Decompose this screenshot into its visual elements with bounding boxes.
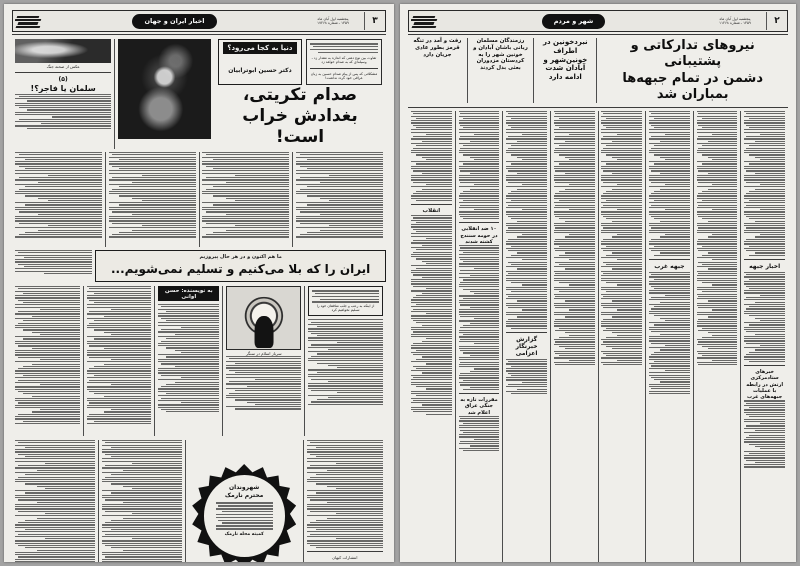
masthead-date-line2-right: ۱۳۵۹ ـ شماره ۱۱۲۶۸ [719, 21, 751, 25]
lead-block-left [214, 39, 386, 149]
byline-title: دنیا به کجا می‌رود؟ [223, 42, 297, 54]
body-text [102, 440, 182, 562]
newspaper-page-left [4, 4, 394, 562]
deck-text [310, 43, 378, 53]
serial-article [12, 39, 114, 149]
sub-headline-2 [468, 38, 534, 103]
body-text [308, 319, 383, 405]
body-text [744, 400, 785, 467]
body-text [109, 152, 196, 238]
serial-title: سلمان یا فاجر؟! [30, 83, 96, 93]
sub-headline-1 [534, 38, 596, 103]
body-text [15, 440, 95, 562]
masthead-left [12, 10, 386, 32]
page-number-left: ۳ [364, 12, 385, 30]
sub-headline-2-text: رزمندگان مسلمان ربانی باشان آبادان و خونین شهر را به کردستان مزدوران بعثی بدل کردند [473, 38, 528, 71]
body-text [649, 272, 690, 394]
body-text [202, 152, 289, 238]
soldier-photo-caption: سرباز اسلام در سنگر [245, 351, 282, 356]
section-label-right: شهر و مردم [542, 14, 605, 29]
lead-headline-right [597, 38, 788, 103]
main-headline: صدام تکریتی، بغدادش خراب است! [242, 84, 358, 148]
lead-headline-line1: نیروهای تدارکاتی و پشتیبانی [630, 38, 755, 70]
body-text [744, 111, 785, 256]
column-7 [456, 111, 503, 562]
notice-ad-title-1: شهروندان [229, 484, 260, 492]
sub-headline-3-text: رفت و آمد در تنگه قرمز بطور عادی جریان دارد [413, 38, 462, 58]
column-l1 [293, 152, 386, 247]
lead-headline-line2: دشمن در تمام جبهه‌ها بمباران شد [622, 70, 763, 102]
sub-headline-3 [408, 38, 467, 103]
bottom-band-left [12, 440, 386, 562]
body-text [744, 272, 785, 362]
masthead-date-line2-left: ۱۳۵۹ ـ شماره ۱۷۲۶۸ [317, 21, 349, 25]
body-text [296, 152, 383, 238]
column-l12 [12, 440, 98, 562]
box-title-0: اخبار جبهه [749, 262, 781, 270]
notice-ad-signature: کمیته محله نارمک [224, 531, 264, 537]
mid-headline: ایران را که بلا می‌کنیم و تسلیم نمی‌شویم... [110, 262, 371, 276]
body-text [15, 250, 92, 274]
body-text [506, 359, 547, 394]
sub-headline-7-text: خبرهای ستادمرکزی ارتش در رابطه با عملیات جبهه‌های غرب [746, 369, 784, 401]
masthead-right [408, 10, 788, 32]
masthead-date-left [302, 17, 364, 26]
body-text [158, 304, 219, 412]
body-text [307, 440, 383, 548]
mid-sub-note: از اینکه به رعب و جلب منافقان خود را تسلیم نخواهیم کرد [316, 304, 375, 313]
notice-ad-body [204, 475, 285, 556]
body-text [649, 111, 690, 256]
section-label-left: اخبار ایران و جهان [132, 14, 216, 29]
column-3 [646, 111, 693, 562]
body-text [459, 245, 500, 390]
footer-note: انتشارات کیهان [332, 555, 358, 561]
body-text [506, 111, 547, 329]
column-4 [598, 111, 645, 562]
column-l3 [106, 152, 199, 247]
column-6 [503, 111, 550, 562]
newspaper-logo-icon-right [411, 14, 439, 28]
body-text [411, 111, 452, 201]
column-l5 [305, 286, 386, 436]
body-text [459, 416, 500, 451]
box-title-1: جبهه غرب [654, 262, 685, 270]
column-l8 [84, 286, 155, 436]
body-columns-right [408, 111, 788, 562]
notice-ad-title-2: محترم نارمک [224, 491, 264, 499]
body-text [554, 111, 595, 365]
byline-author: دکتر حسین ابوترابیان [228, 67, 292, 74]
mid-note-box [308, 286, 383, 316]
notice-ad-text [216, 502, 273, 529]
column-5 [551, 111, 598, 562]
body-text [411, 215, 452, 415]
body-text [87, 286, 152, 424]
serial-number: (۵) [58, 76, 68, 83]
column-l6 [223, 286, 304, 436]
sub-headline-6-text: مقررات تازه به جنگی عراق اعلام شد [460, 397, 498, 416]
masthead-date-right [704, 17, 766, 26]
body-text [15, 152, 102, 238]
body-text [226, 356, 301, 410]
photograph-icon-serial [15, 39, 111, 63]
masthead-date-line1-left: پنجشنبه اول آبان ماه [317, 16, 349, 21]
column-8 [408, 111, 455, 562]
lower-band-left [12, 286, 386, 436]
body-text [697, 111, 738, 365]
photograph-icon-lead [118, 39, 211, 139]
column-l7 [155, 286, 222, 436]
sub-headline-1-text: نبردخونین در اطراف خونین‌شهر و آبادان شدت ادامه دارد [542, 38, 588, 81]
column-l4 [12, 152, 105, 247]
note-text [312, 290, 379, 303]
sub-headline-5-text: انقلاب [422, 208, 441, 215]
deck-line-1: تفاوت بین نوع دهنی که اندازه به مقدار زد ـ وسیله‌ای که به صدام خواهد زد [311, 56, 377, 65]
column-l11 [99, 440, 185, 562]
lead-photo-wrap [115, 39, 214, 149]
body-text [15, 94, 111, 129]
column-1 [741, 111, 788, 562]
mid-byline: به نویسنده: حسن اوانی [158, 286, 219, 301]
sub-headline-4-text: ۱۰ ضد انقلابی در حومه سنندج کشته شدند [460, 226, 498, 245]
page-number-right: ۲ [766, 12, 787, 30]
masthead-date-line1-right: پنجشنبه اول آبان ماه [719, 16, 751, 21]
mid-kicker: ما هم اکنون و در هر حال پیروزیم [199, 254, 282, 260]
column-l10 [304, 440, 386, 562]
notice-ad [186, 440, 303, 562]
photograph-icon-soldier [226, 286, 301, 350]
body-text [601, 111, 642, 365]
serial-photo-caption: عکس از صحنه جنگ [46, 64, 80, 69]
byline-box [218, 39, 302, 85]
notice-ad-burst [192, 464, 296, 562]
deck-line-2: مشکلاتی که پس از پیام صدام حسین به زبان عراقی خود گردد نداشت! [310, 71, 378, 81]
box-title-2: گزارش خبرنگار اعزامی [515, 335, 538, 357]
body-text [15, 286, 80, 424]
column-2 [694, 111, 741, 562]
column-l2 [199, 152, 292, 247]
upper-columns-left [12, 152, 386, 247]
mid-article-headline-box [95, 250, 386, 282]
column-l9 [12, 286, 83, 436]
newspaper-logo-icon-left [15, 14, 43, 28]
newspaper-page-right [400, 4, 796, 562]
body-text [459, 111, 500, 219]
